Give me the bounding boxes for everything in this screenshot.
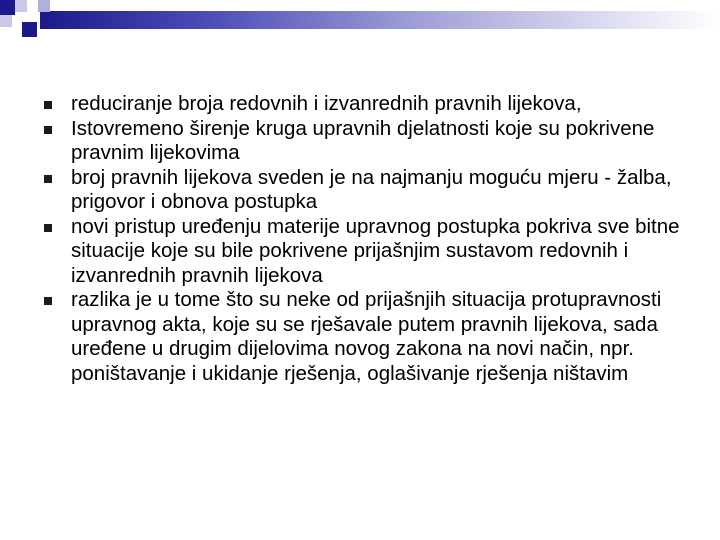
list-item-text: reduciranje broja redovnih i izvanrednih pravnih lijekova, [71, 92, 582, 115]
bullet-list [44, 92, 694, 386]
list-item [44, 166, 694, 215]
list-item-text: novi pristup uređenju materije upravnog postupka pokriva sve bitne situacije koje su bile pokrivene prijašnjim sustavom redovnih i izvanrednih pravnih lijekova [71, 214, 680, 287]
square-bullet-icon [44, 126, 52, 134]
deco-square-light [15, 0, 27, 12]
header-gradient-bar [40, 11, 720, 29]
deco-square-mid [38, 0, 50, 12]
square-bullet-icon [44, 175, 52, 183]
list-item [44, 215, 694, 289]
square-bullet-icon [44, 101, 52, 109]
list-item-text: Istovremeno širenje kruga upravnih djelatnosti koje su pokrivene pravnim lijekovima [71, 116, 655, 164]
deco-square-light [0, 15, 12, 27]
list-item-text: broj pravnih lijekova sveden je na najmanju moguću mjeru - žalba, prigovor i obnova postupka [71, 165, 672, 213]
list-item [44, 288, 694, 386]
deco-square-dark [22, 22, 37, 37]
square-bullet-icon [44, 224, 52, 232]
list-item [44, 117, 694, 166]
deco-square-dark [0, 0, 15, 15]
square-bullet-icon [44, 297, 52, 305]
list-item [44, 92, 694, 117]
list-item-text: razlika je u tome što su neke od prijašnjih situacija protupravnosti upravnog akta, koje su se rješavale putem pravnih lijekova, sada uređene u drugim dijelovima novog zakona na novi način, npr. poništavanje i ukidanje rješenja, oglašivanje rješenja ništavim [71, 288, 662, 385]
